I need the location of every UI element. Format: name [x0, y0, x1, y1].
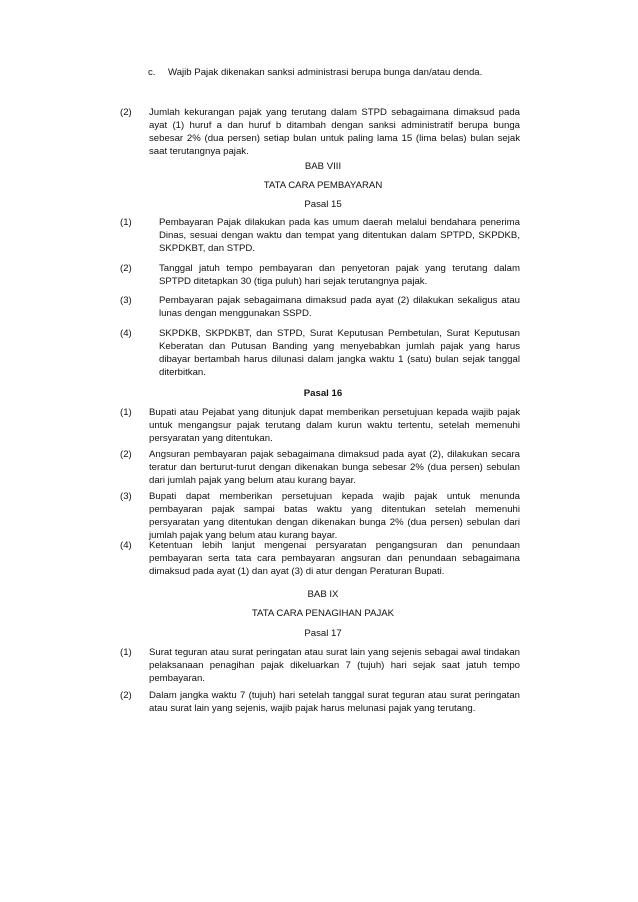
ayat-text: Bupati atau Pejabat yang ditunjuk dapat memberikan persetujuan kepada wajib pajak untuk mengangsur pajak terutang dalam kurun waktu tertentu, setelah memenuhi persyaratan yang ditentukan. [149, 407, 520, 444]
pasal15-ayat-2 [120, 262, 520, 288]
pasal16-ayat-3 [120, 490, 520, 542]
ayat-text: Ketentuan lebih lanjut mengenai persyaratan pengangsuran dan penundaan pembayaran serta tata cara pembayaran angsuran dan penundaan sebagaimana dimaksud pada ayat (1) dan ayat (3) di atur dengan Peraturan Bupati. [149, 540, 520, 577]
pasal17-ayat-1 [120, 646, 520, 685]
pasal15-ayat-3 [120, 294, 520, 320]
bab-viii-title: TATA CARA PEMBAYARAN [263, 180, 383, 191]
ayat-number: (2) [120, 107, 132, 118]
pasal-15-heading: Pasal 15 [304, 199, 342, 210]
ayat-text: Tanggal jatuh tempo pembayaran dan penyetoran pajak yang terutang dalam SPTPD ditetapkan 30 (tiga puluh) hari sejak terutangnya pajak. [159, 263, 520, 287]
pasal15-ayat-4 [120, 327, 520, 379]
ayat-number: (1) [120, 217, 132, 228]
ayat-text: Pembayaran pajak sebagaimana dimaksud pada ayat (2) dilakukan sekaligus atau lunas dengan menggunakan SSPD. [159, 295, 520, 319]
ayat-number: (1) [120, 647, 132, 658]
ayat-number: (3) [120, 295, 132, 306]
pasal-16-heading: Pasal 16 [303, 388, 343, 399]
bab-ix-title: TATA CARA PENAGIHAN PAJAK [251, 608, 395, 619]
ayat-text: Bupati dapat memberikan persetujuan kepada wajib pajak untuk menunda pembayaran pajak sampai batas waktu yang ditentukan setelah memenuhi persyaratan yang ditentukan dengan dikenakan bunga 2% (dua persen) sebulan dari jumlah pajak yang belum atau kurang bayar. [149, 491, 520, 541]
clause-text: Wajib Pajak dikenakan sanksi administrasi berupa bunga dan/atau denda. [168, 67, 483, 78]
bab-viii-heading: BAB VIII [304, 161, 342, 172]
pasal14-ayat-2 [120, 106, 520, 158]
pasal16-ayat-1 [120, 406, 520, 445]
pasal17-ayat-2 [120, 689, 520, 715]
ayat-number: (2) [120, 263, 132, 274]
ayat-text: Surat teguran atau surat peringatan atau surat lain yang sejenis sebagai awal tindakan pelaksanaan penagihan pajak dikeluarkan 7 (tujuh) hari sejak saat jatuh tempo pembayaran. [149, 647, 520, 684]
clause-number: c. [148, 67, 156, 78]
ayat-number: (3) [120, 491, 132, 502]
ayat-number: (2) [120, 690, 132, 701]
pasal15-ayat-1 [120, 216, 520, 255]
ayat-text: SKPDKB, SKPDKBT, dan STPD, Surat Keputusan Pembetulan, Surat Keputusan Keberatan dan Putusan Banding yang menyebabkan jumlah pajak yang harus dibayar bertambah harus dilunasi dalam jangka waktu 1 (satu) bulan sejak tanggal diterbitkan. [159, 328, 520, 378]
ayat-text: Angsuran pembayaran pajak sebagaimana dimaksud pada ayat (2), dilakukan secara teratur dan berturut-turut dengan dikenakan bunga sebesar 2% (dua persen) sebulan dari jumlah pajak yang belum atau kurang bayar. [149, 449, 520, 486]
clause-c [148, 66, 528, 79]
ayat-text: Dalam jangka waktu 7 (tujuh) hari setelah tanggal surat teguran atau surat peringatan atau surat lain yang sejenis, wajib pajak harus melunasi pajak yang terutang. [149, 690, 520, 714]
bab-ix-heading: BAB IX [307, 589, 339, 600]
pasal-17-heading: Pasal 17 [304, 628, 342, 639]
pasal16-ayat-4 [120, 539, 520, 578]
ayat-text: Pembayaran Pajak dilakukan pada kas umum daerah melalui bendahara penerima Dinas, sesuai dengan waktu dan tempat yang ditentukan dalam SPTPD, SKPDKB, SKPDKBT, dan STPD. [159, 217, 520, 254]
ayat-number: (4) [120, 540, 132, 551]
ayat-text: Jumlah kekurangan pajak yang terutang dalam STPD sebagaimana dimaksud pada ayat (1) huruf a dan huruf b ditambah dengan sanksi administratif berupa bunga sebesar 2% (dua persen) setiap bulan untuk paling lama 15 (lima belas) bulan sejak saat terutangnya pajak. [149, 107, 520, 157]
ayat-number: (4) [120, 328, 132, 339]
pasal16-ayat-2 [120, 448, 520, 487]
ayat-number: (2) [120, 449, 132, 460]
ayat-number: (1) [120, 407, 132, 418]
